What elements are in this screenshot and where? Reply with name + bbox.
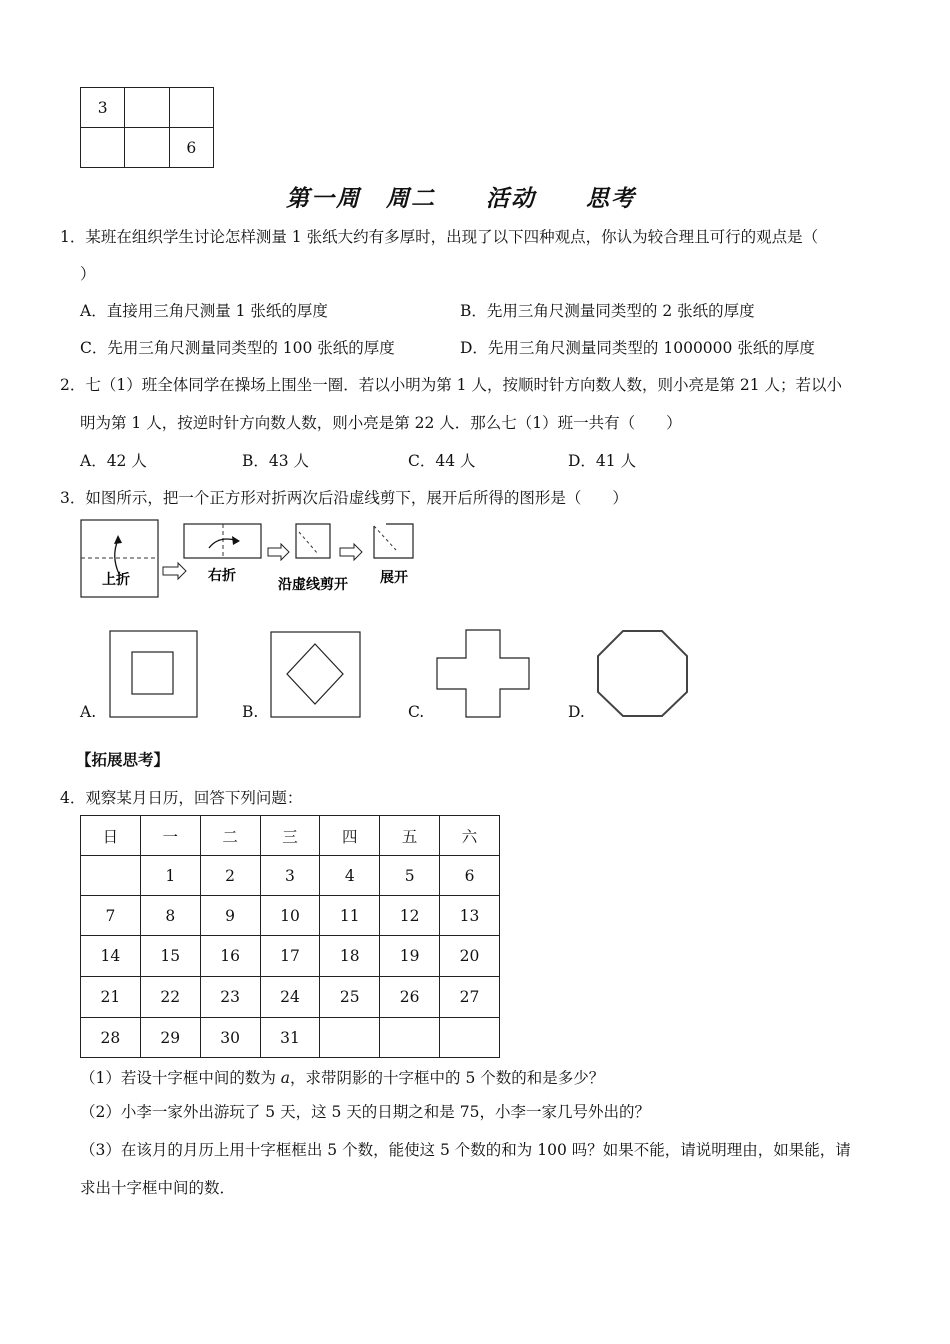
q3-option-d-shape bbox=[596, 629, 690, 719]
right-arrow-icon bbox=[340, 544, 362, 560]
calendar-cell: 23 bbox=[200, 977, 260, 1018]
grid-cell bbox=[125, 88, 169, 128]
calendar-row bbox=[81, 977, 500, 1018]
fold-square-4 bbox=[374, 524, 413, 558]
calendar-header: 日 bbox=[81, 816, 141, 856]
calendar-header: 六 bbox=[440, 816, 500, 856]
fold-label-up: 上折 bbox=[102, 572, 130, 588]
calendar-row bbox=[81, 896, 500, 936]
question-2-option-d: D．41 人 bbox=[568, 452, 637, 470]
question-2-option-c: C．44 人 bbox=[408, 452, 476, 470]
calendar-cell bbox=[81, 856, 141, 896]
fold-label-open: 展开 bbox=[380, 570, 408, 586]
q3-option-b-label: B. bbox=[242, 703, 259, 721]
calendar-cell: 18 bbox=[320, 936, 380, 977]
calendar-cell: 3 bbox=[260, 856, 320, 896]
calendar-header: 二 bbox=[200, 816, 260, 856]
grid-cell bbox=[169, 88, 213, 128]
right-curve-arrow-icon bbox=[209, 539, 235, 548]
calendar-cell: 22 bbox=[140, 977, 200, 1018]
question-3-stem: 3．如图所示，把一个正方形对折两次后沿虚线剪下，展开后所得的图形是（ ） bbox=[60, 489, 628, 507]
calendar-cell: 6 bbox=[440, 856, 500, 896]
grid-cell bbox=[125, 128, 169, 168]
calendar-cell: 14 bbox=[81, 936, 141, 977]
calendar-cell bbox=[440, 1018, 500, 1058]
calendar-cell: 13 bbox=[440, 896, 500, 936]
question-4-stem: 4．观察某月日历，回答下列问题： bbox=[60, 789, 303, 807]
calendar-cell bbox=[320, 1018, 380, 1058]
question-4-sub-3-cont: 求出十字框中间的数． bbox=[80, 1179, 236, 1197]
calendar-row bbox=[81, 936, 500, 977]
grid-cell: 6 bbox=[169, 128, 213, 168]
page-title: 第一周 周二 活动 思考 bbox=[286, 185, 636, 212]
q3-option-b-shape bbox=[270, 631, 362, 719]
question-1-stem-cont: ） bbox=[80, 265, 96, 283]
calendar-cell: 27 bbox=[440, 977, 500, 1018]
right-arrow-icon bbox=[268, 544, 289, 560]
fold-square-3 bbox=[296, 524, 330, 558]
calendar-cell: 17 bbox=[260, 936, 320, 977]
calendar-cell: 4 bbox=[320, 856, 380, 896]
calendar-cell: 25 bbox=[320, 977, 380, 1018]
calendar-cell: 26 bbox=[380, 977, 440, 1018]
question-1-option-b: B．先用三角尺测量同类型的 2 张纸的厚度 bbox=[460, 302, 755, 320]
calendar-cell: 9 bbox=[200, 896, 260, 936]
grid-cell: 3 bbox=[81, 88, 125, 128]
calendar-header-row bbox=[81, 816, 500, 856]
top-number-grid bbox=[80, 87, 214, 168]
calendar-cell: 10 bbox=[260, 896, 320, 936]
calendar-cell: 16 bbox=[200, 936, 260, 977]
question-1-stem: 1．某班在组织学生讨论怎样测量 1 张纸大约有多厚时，出现了以下四种观点，你认为较合理且可行的观点是（ bbox=[60, 228, 819, 246]
calendar-cell: 20 bbox=[440, 936, 500, 977]
question-4-sub-1 bbox=[80, 1066, 604, 1088]
question-2-stem-cont: 明为第 1 人，按逆时针方向数人数，则小亮是第 22 人．那么七（1）班一共有（ ） bbox=[80, 414, 682, 432]
calendar-cell: 15 bbox=[140, 936, 200, 977]
q3-option-a-label: A. bbox=[80, 703, 97, 721]
calendar-header: 四 bbox=[320, 816, 380, 856]
calendar-cell: 1 bbox=[140, 856, 200, 896]
calendar-cell: 29 bbox=[140, 1018, 200, 1058]
q3-option-a-shape bbox=[109, 630, 199, 720]
fold-diagram bbox=[78, 516, 423, 601]
question-2-option-b: B．43 人 bbox=[242, 452, 310, 470]
calendar-cell: 8 bbox=[140, 896, 200, 936]
calendar-cell: 5 bbox=[380, 856, 440, 896]
variable-a: a bbox=[280, 1069, 291, 1087]
calendar-cell: 7 bbox=[81, 896, 141, 936]
calendar-cell: 12 bbox=[380, 896, 440, 936]
fold-label-right: 右折 bbox=[208, 568, 236, 584]
question-4-sub-3: （3）在该月的月历上用十字框框出 5 个数，能使这 5 个数的和为 100 吗？如果不能，请说明理由，如果能，请 bbox=[80, 1141, 851, 1159]
calendar-row bbox=[81, 1018, 500, 1058]
calendar-header: 一 bbox=[140, 816, 200, 856]
right-arrow-icon bbox=[163, 563, 186, 579]
calendar-cell: 31 bbox=[260, 1018, 320, 1058]
calendar-cell bbox=[380, 1018, 440, 1058]
section-heading: 【拓展思考】 bbox=[76, 750, 170, 769]
q3-option-c-label: C. bbox=[408, 703, 425, 721]
calendar-header: 三 bbox=[260, 816, 320, 856]
sub-1-post: ，求带阴影的十字框中的 5 个数的和是多少？ bbox=[290, 1069, 605, 1087]
calendar-cell: 2 bbox=[200, 856, 260, 896]
grid-cell bbox=[81, 128, 125, 168]
calendar-cell: 24 bbox=[260, 977, 320, 1018]
calendar-cell: 28 bbox=[81, 1018, 141, 1058]
up-arrow-icon bbox=[115, 540, 119, 574]
question-1-option-d: D．先用三角尺测量同类型的 1000000 张纸的厚度 bbox=[460, 339, 815, 357]
question-2-option-a: A．42 人 bbox=[80, 452, 147, 470]
calendar-cell: 11 bbox=[320, 896, 380, 936]
question-1-option-c: C．先用三角尺测量同类型的 100 张纸的厚度 bbox=[80, 339, 395, 357]
calendar-cell: 21 bbox=[81, 977, 141, 1018]
fold-label-cut: 沿虚线剪开 bbox=[278, 577, 348, 593]
q3-option-d-label: D. bbox=[568, 703, 585, 721]
sub-1-pre: （1）若设十字框中间的数为 bbox=[80, 1069, 281, 1087]
calendar-row bbox=[81, 856, 500, 896]
question-4-sub-2: （2）小李一家外出游玩了 5 天，这 5 天的日期之和是 75，小李一家几号外出的？ bbox=[80, 1103, 650, 1121]
question-2-stem: 2．七（1）班全体同学在操场上围坐一圈．若以小明为第 1 人，按顺时针方向数人数，则小亮是第 21 人；若以小 bbox=[60, 376, 843, 394]
calendar-cell: 19 bbox=[380, 936, 440, 977]
q3-option-c-shape bbox=[436, 629, 531, 719]
question-1-option-a: A．直接用三角尺测量 1 张纸的厚度 bbox=[80, 302, 328, 320]
calendar-header: 五 bbox=[380, 816, 440, 856]
calendar-cell: 30 bbox=[200, 1018, 260, 1058]
calendar-table bbox=[80, 815, 500, 1058]
